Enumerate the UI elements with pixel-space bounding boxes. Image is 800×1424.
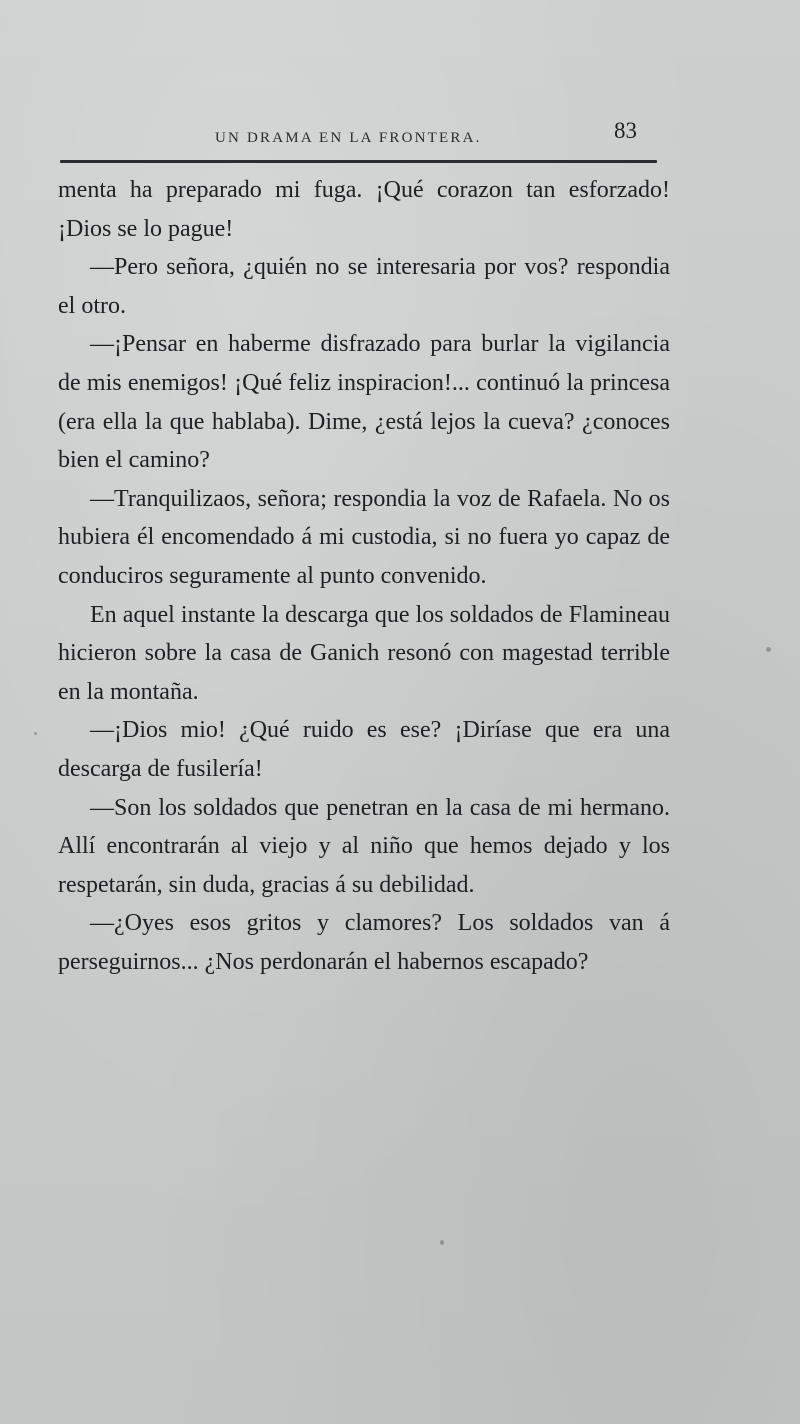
paragraph: —Son los soldados que penetran en la casa de mi hermano. Allí encontrarán al viejo y al niño que hemos dejado y los respetarán, sin duda, gracias á su debilidad. [58, 794, 670, 898]
paper-speck [766, 647, 771, 652]
paper-speck [34, 732, 37, 735]
paragraph: —Pero señora, ¿quién no se interesaria por vos? respondia el otro. [58, 254, 670, 319]
paper-speck [440, 1240, 444, 1245]
paragraph: —¿Oyes esos gritos y clamores? Los soldados van á perseguirnos... ¿Nos perdonarán el habernos escapado? [58, 910, 670, 975]
running-title: UN DRAMA EN LA FRONTERA. [215, 130, 482, 146]
paragraph: —Tranquilizaos, señora; respondia la voz de Rafaela. No os hubiera él encomendado á mi custodia, si no fuera yo capaz de conduciros seguramente al punto convenido. [58, 485, 670, 589]
page-number: 83 [614, 118, 637, 143]
paragraph: En aquel instante la descarga que los soldados de Flamineau hicieron sobre la casa de Ganich resonó con magestad terrible en la montaña. [58, 601, 670, 705]
paragraph-continued: menta ha preparado mi fuga. ¡Qué corazon tan esforzado! ¡Dios se lo pague! [58, 177, 670, 242]
header-rule [60, 160, 657, 163]
body-text [58, 171, 670, 981]
paragraph: —¡Pensar en haberme disfrazado para burlar la vigilancia de mis enemigos! ¡Qué feliz inspiracion!... continuó la princesa (era ella la que hablaba). Dime, ¿está lejos la cueva? ¿conoces bien el camino? [58, 331, 670, 474]
paragraph: —¡Dios mio! ¿Qué ruido es ese? ¡Diríase que era una descarga de fusilería! [58, 717, 670, 782]
